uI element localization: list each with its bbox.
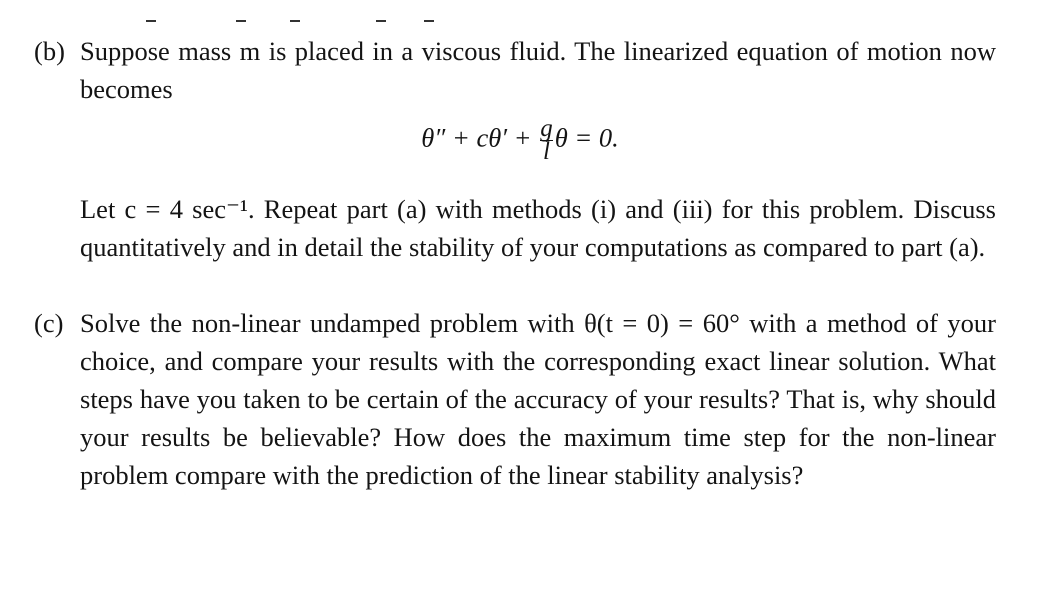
part-b-intro-text: Suppose mass m is placed in a viscous fluid. The linearized equation of motion now becomes <box>80 36 996 104</box>
part-b-intro <box>34 32 996 108</box>
fraction-numerator: g <box>540 115 553 142</box>
part-b-label: (b) <box>34 36 65 66</box>
part-c-label: (c) <box>34 308 64 338</box>
fraction-denominator: l <box>540 140 553 163</box>
part-b-paragraph-text: Let c = 4 sec⁻¹. Repeat part (a) with methods (i) and (iii) for this problem. Discuss quantitatively and in detail the stability of your computations as compared to part (a). <box>80 194 996 262</box>
top-edge-mark <box>376 20 386 22</box>
top-edge-mark <box>146 20 156 22</box>
top-edge-mark <box>290 20 300 22</box>
equation-lhs-prefix: θ″ + cθ′ + <box>421 122 539 153</box>
top-edge-mark <box>424 20 434 22</box>
equation-lhs-suffix: θ = 0. <box>554 122 619 153</box>
top-edge-mark <box>236 20 246 22</box>
equation-of-motion <box>0 115 1054 165</box>
part-c <box>34 304 996 494</box>
fraction-g-over-l <box>540 115 553 165</box>
part-c-paragraph-text: Solve the non-linear undamped problem with θ(t = 0) = 60° with a method of your choice, and compare your results with the corresponding exact linear solution. What steps have you taken to be certain of the accuracy of your results? That is, why should your results be believable? How does the maximum time step for the non-linear problem compare with the prediction of the linear stability analysis? <box>80 308 996 490</box>
part-b-paragraph <box>34 190 996 266</box>
